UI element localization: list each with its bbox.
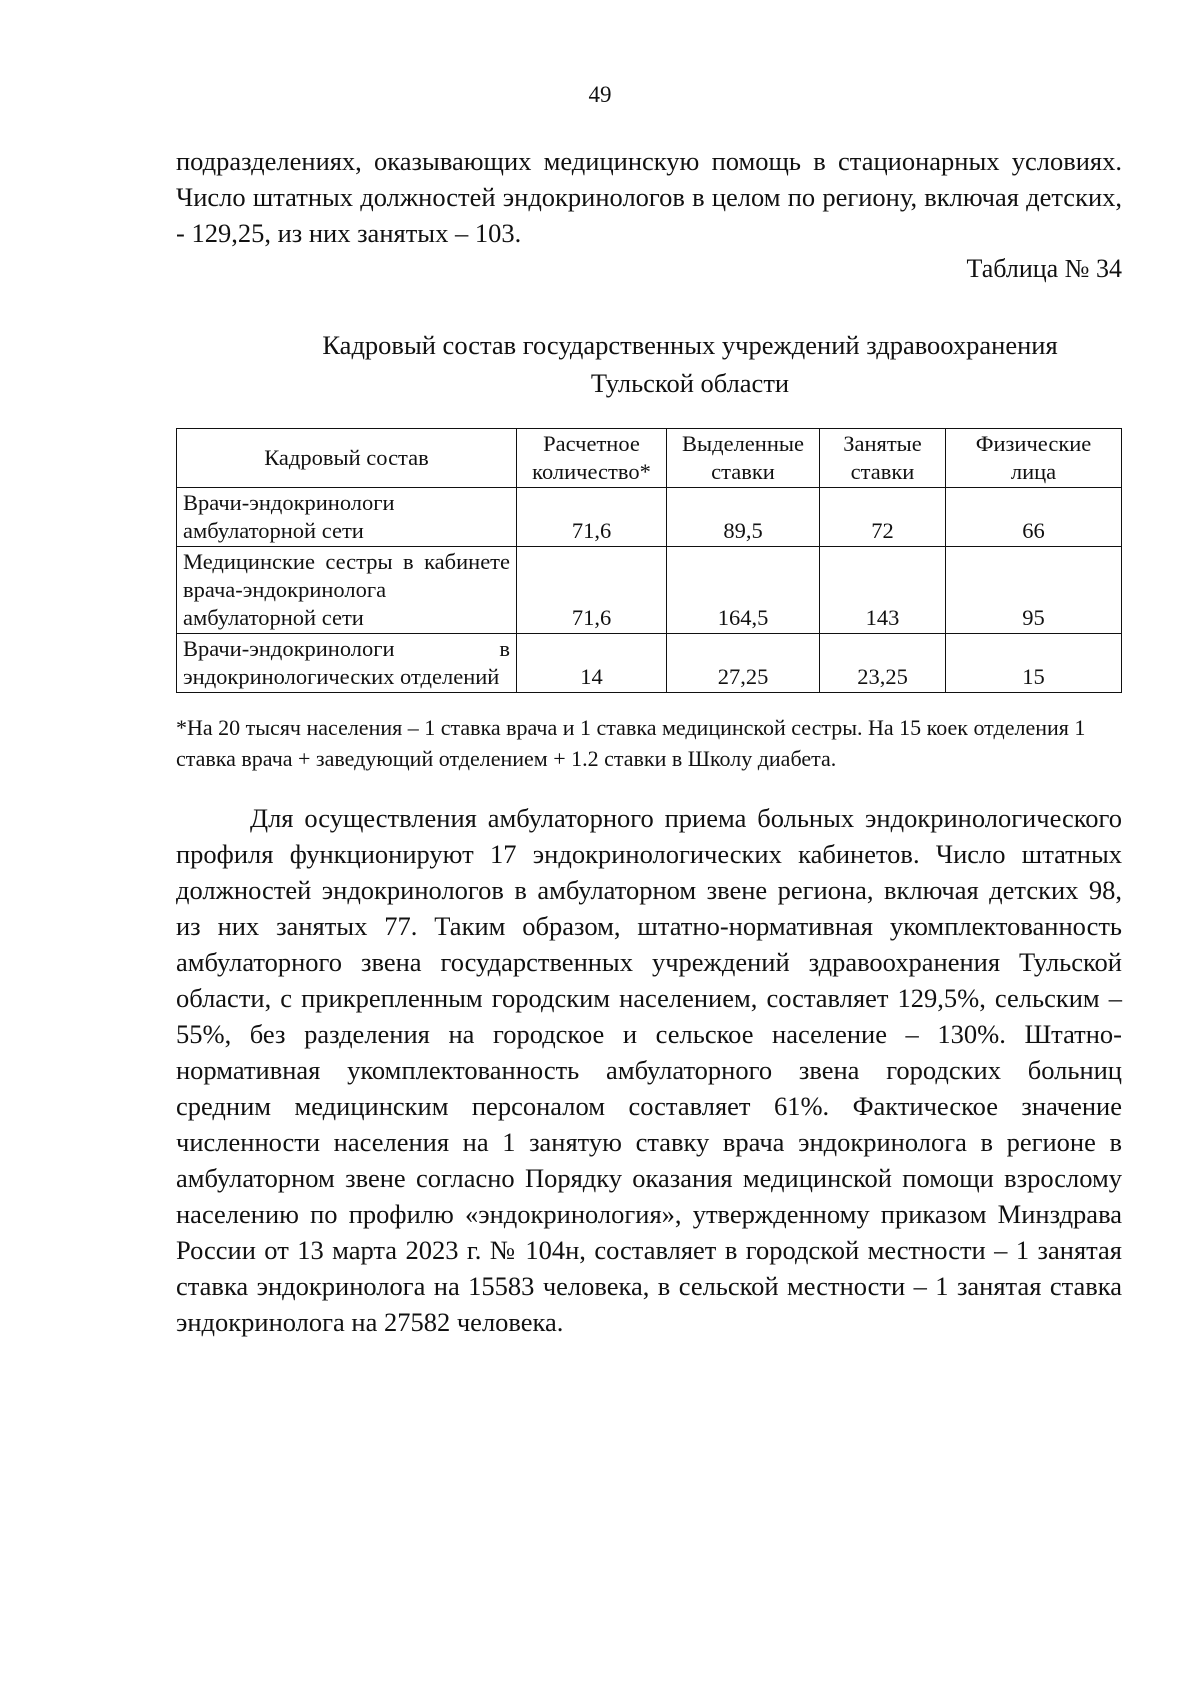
- cell-persons: 15: [946, 634, 1122, 693]
- header-staff-category: Кадровый состав: [177, 429, 517, 488]
- cell-occupied: 143: [820, 547, 946, 634]
- staffing-table: [176, 428, 1122, 693]
- intro-paragraph: подразделениях, оказывающих медицинскую помощь в стационарных условиях. Число штатных должностей эндокринологов в целом по региону, включая детских, - 129,25, из них занятых – 103.: [176, 146, 1122, 248]
- cell-occupied: 72: [820, 488, 946, 547]
- cell-allocated: 27,25: [667, 634, 820, 693]
- cell-category: Врачи-эндокринологи амбулаторной сети: [177, 488, 517, 547]
- table-row: [177, 488, 1122, 547]
- cell-calculated: 71,6: [517, 488, 667, 547]
- cell-category: Врачи-эндокринологи в эндокринологических отделений: [177, 634, 517, 693]
- cell-allocated: 164,5: [667, 547, 820, 634]
- header-allocated-rates: Выделенные ставки: [667, 429, 820, 488]
- cell-calculated: 71,6: [517, 547, 667, 634]
- header-physical-persons: Физические лица: [946, 429, 1122, 488]
- table-caption-line: Кадровый состав государственных учреждений здравоохранения: [322, 330, 1058, 360]
- table-label: Таблица № 34: [966, 254, 1122, 283]
- cell-persons: 95: [946, 547, 1122, 634]
- main-paragraph: Для осуществления амбулаторного приема больных эндокринологического профиля функционируют 17 эндокринологических кабинетов. Число штатных должностей эндокринологов в амбулаторном звене региона, включая детских 98, из них занятых 77. Таким образом, штатно-нормативная укомплектованность амбулаторного звена государственных учреждений здравоохранения Тульской области, с прикрепленным городским населением, составляет 129,5%, сельским – 55%, без разделения на городское и сельское население – 130%. Штатно-нормативная укомплектованность амбулаторного звена городских больниц средним медицинским персоналом составляет 61%. Фактическое значение численности населения на 1 занятую ставку врача эндокринолога в регионе в амбулаторном звене согласно Порядку оказания медицинской помощи взрослому населению по профилю «эндокринология», утвержденному приказом Минздрава России от 13 марта 2023 г. № 104н, составляет в городской местности – 1 занятая ставка эндокринолога на 15583 человека, в сельской местности – 1 занятая ставка эндокринолога на 27582 человека.: [176, 803, 1122, 1337]
- header-occupied-rates: Занятые ставки: [820, 429, 946, 488]
- cell-occupied: 23,25: [820, 634, 946, 693]
- header-calculated-count: Расчетное количество*: [517, 429, 667, 488]
- cell-allocated: 89,5: [667, 488, 820, 547]
- page-number: 49: [588, 82, 612, 107]
- table-caption-line: Тульской области: [590, 368, 790, 398]
- cell-category: Медицинские сестры в кабинете врача-эндокринолога амбулаторной сети: [177, 547, 517, 634]
- table-row: [177, 547, 1122, 634]
- cell-calculated: 14: [517, 634, 667, 693]
- table-caption: [240, 326, 1140, 402]
- table-footnote: *На 20 тысяч населения – 1 ставка врача и 1 ставка медицинской сестры. На 15 коек отделения 1 ставка врача + заведующий отделением + 1.2 ставки в Школу диабета.: [176, 715, 1086, 771]
- table-row: [177, 634, 1122, 693]
- cell-persons: 66: [946, 488, 1122, 547]
- table-header-row: [177, 429, 1122, 488]
